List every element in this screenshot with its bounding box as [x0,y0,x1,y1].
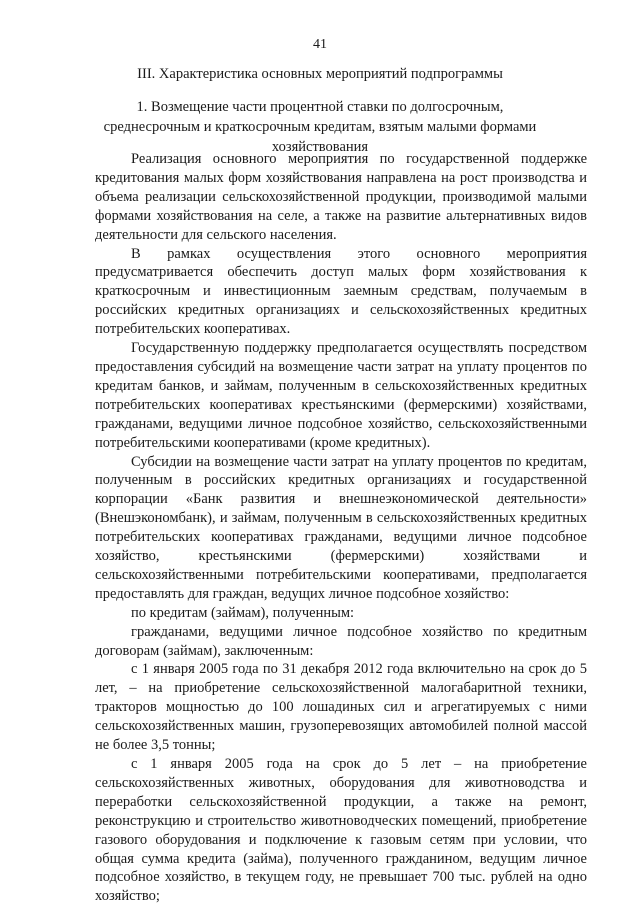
paragraph: В рамках осуществления этого основного мероприятия предусматривается обеспечить доступ малых форм хозяйствования к краткосрочным и инвестиционным заемным средствам, получаемым в российских кредитных организациях и сельскохозяйственных кредитных потребительских кооперативах. [95,245,587,338]
paragraph: гражданами, ведущими личное подсобное хозяйство по кредитным договорам (займам), заключенным: [95,623,587,659]
document-body [95,150,587,906]
paragraph: Реализация основного мероприятия по государственной поддержке кредитования малых форм хозяйствования направлена на рост производства и объема реализации сельскохозяйственной продукции, производимой малыми формами хозяйствования на селе, а также на развитие альтернативных видов деятельности для сельского населения. [95,151,587,243]
page-number: 41 [313,37,327,52]
paragraph: с 1 января 2005 года на срок до 5 лет – на приобретение сельскохозяйственных животных, оборудования для животноводства и переработки сельскохозяйственной продукции, а также на ремонт, реконструкцию и строительство животноводческих помещений, приобретение газового оборудования и подключение к газовым сетям при условии, что общая сумма кредита (займа), полученного гражданином, ведущим личное подсобное хозяйство, в текущем году, не превышает 700 тыс. рублей на одно хозяйство; [95,756,587,905]
paragraph: Государственную поддержку предполагается осуществлять посредством предоставления субсидий на возмещение части затрат на уплату процентов по кредитам банков, и займам, полученным в сельскохозяйственных кредитных потребительских кооперативах крестьянскими (фермерскими) хозяйствами, гражданами, ведущими личное подсобное хозяйство, сельскохозяйственными потребительскими кооперативами (кроме кредитных). [95,340,587,451]
subsection-title: 1. Возмещение части процентной ставки по долгосрочным, среднесрочным и краткосрочным кредитам, взятым малыми формами хозяйствования [103,99,537,155]
paragraph: с 1 января 2005 года по 31 декабря 2012 года включительно на срок до 5 лет, – на приобретение сельскохозяйственной малогабаритной техники, тракторов мощностью до 100 лошадиных сил и агрегатируемых с ними сельскохозяйственных машин, грузоперевозящих автомобилей полной массой не более 3,5 тонны; [95,661,587,754]
paragraph: Субсидии на возмещение части затрат на уплату процентов по кредитам, полученным в российских кредитных организациях и государственной корпорации «Банк развития и внешнеэкономической деятельности» (Внешэкономбанк), и займам, полученным в сельскохозяйственных кредитных потребительских кооперативах гражданами, ведущими личное подсобное хозяйство, крестьянскими (фермерскими) хозяйствами и сельскохозяйственными потребительскими кооперативами, предполагается предоставлять для граждан, ведущих личное подсобное хозяйство: [95,453,587,602]
paragraph: по кредитам (займам), полученным: [131,604,355,621]
section-title: III. Характеристика основных мероприятий подпрограммы [137,66,503,82]
